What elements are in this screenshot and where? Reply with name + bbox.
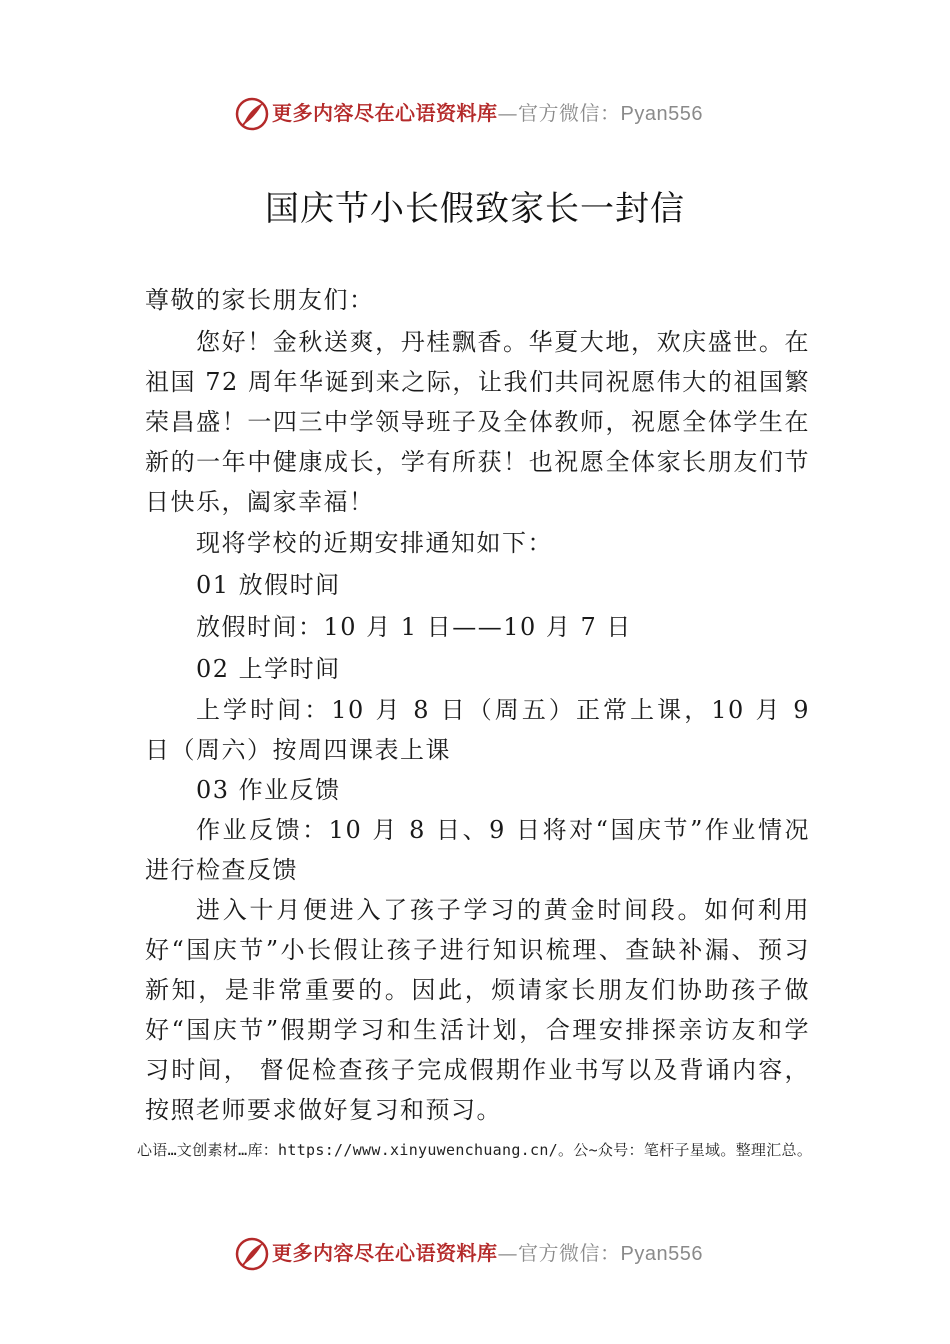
document-body [145,280,810,1130]
section-heading-holiday: 01 放假时间 [196,571,341,599]
paragraph-greeting: 您好！金秋送爽，丹桂飘香。华夏大地，欢庆盛世。在祖国 72 周年华诞到来之际，让我们共同祝愿伟大的祖国繁荣昌盛！一四三中学领导班子及全体教师，祝愿全体学生在新的一年中健康成长，学有所获！也祝愿全体家长朋友们节日快乐，阖家幸福！ [145,328,810,516]
source-footnote: 心语…文创素材…库：https://www.xinyuwenchuang.cn/。公~众号：笔杆子星域。整理汇总。 [137,1141,813,1159]
header-banner-text [272,100,703,127]
footer-banner-text [272,1240,703,1267]
quill-logo-icon [234,96,270,132]
banner-dash: — [497,1241,518,1265]
wechat-label: 官方微信： [518,101,621,125]
quill-logo-icon [234,1236,270,1272]
brand-text: 更多内容尽在心语资料库 [272,101,498,125]
holiday-time: 放假时间：10 月 1 日——10 月 7 日 [196,613,632,641]
wechat-id: Pyan556 [620,1243,703,1265]
wechat-label: 官方微信： [518,1241,621,1265]
section-heading-homework: 03 作业反馈 [196,776,341,804]
paragraph-closing: 进入十月便进入了孩子学习的黄金时间段。如何利用好“国庆节”小长假让孩子进行知识梳理、查缺补漏、预习新知，是非常重要的。因此，烦请家长朋友们协助孩子做好“国庆节”假期学习和生活计划，合理安排探亲访友和学习时间， 督促检查孩子完成假期作业书写以及背诵内容，按照老师要求做好复习和预习。 [145,896,810,1124]
paragraph-intro: 现将学校的近期安排通知如下： [196,529,553,557]
document-title: 国庆节小长假致家长一封信 [265,189,685,229]
school-time: 上学时间：10 月 8 日（周五）正常上课，10 月 9 日（周六）按周四课表上课 [145,696,810,764]
wechat-id: Pyan556 [620,103,703,125]
footer-banner [0,1232,950,1276]
brand-text: 更多内容尽在心语资料库 [272,1241,498,1265]
section-heading-school: 02 上学时间 [196,655,341,683]
header-banner [0,92,950,136]
banner-dash: — [497,101,518,125]
homework-feedback: 作业反馈：10 月 8 日、9 日将对“国庆节”作业情况进行检查反馈 [145,816,810,884]
salutation: 尊敬的家长朋友们： [145,286,375,314]
